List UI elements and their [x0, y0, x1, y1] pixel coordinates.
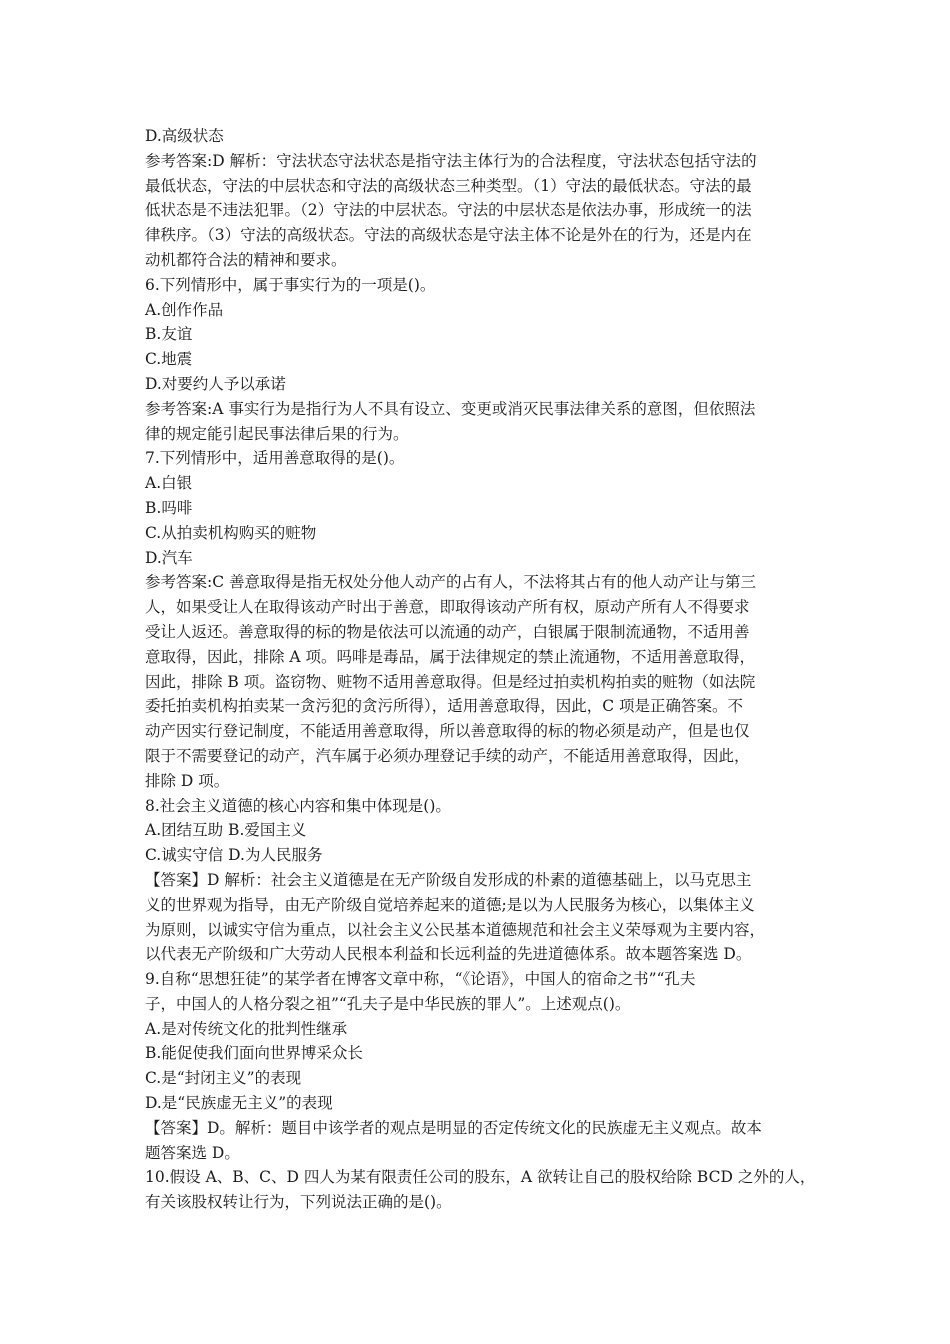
text-line: 以代表无产阶级和广大劳动人民根本利益和长远利益的先进道德体系。故本题答案选 D。	[145, 945, 752, 964]
document-body	[145, 124, 825, 1215]
text-line: 子，中国人的人格分裂之祖”“孔夫子是中华民族的罪人”。上述观点()。	[145, 994, 631, 1013]
option-b: B.能促使我们面向世界博采众长	[145, 1044, 363, 1063]
question-9: 9.自称“思想狂徒”的某学者在博客文章中称，“《论语》，中国人的宿命之书”“孔夫	[145, 970, 696, 989]
text-line: 受让人返还。善意取得的标的物是依法可以流通的动产，白银属于限制流通物，不适用善	[145, 622, 750, 641]
text-line: 动机都符合法的精神和要求。	[145, 250, 347, 269]
text-line: 因此，排除 B 项。盗窃物、赃物不适用善意取得。但是经过拍卖机构拍卖的赃物（如法院	[145, 672, 756, 691]
option-c: C.从拍卖机构购买的赃物	[145, 523, 317, 542]
text-line: 人，如果受让人在取得该动产时出于善意，即取得该动产所有权，原动产所有人不得要求	[145, 598, 750, 617]
option-d: D.汽车	[145, 548, 193, 567]
options-ab: A.团结互助 B.爱国主义	[145, 821, 307, 840]
option-d: D.是“民族虚无主义”的表现	[145, 1094, 333, 1113]
question-6: 6.下列情形中，属于事实行为的一项是()。	[145, 275, 436, 294]
text-line: 参考答案:D 解析：守法状态守法状态是指守法主体行为的合法程度，守法状态包括守法的	[145, 151, 757, 170]
text-line: 排除 D 项。	[145, 771, 230, 790]
answer-line: 参考答案:A 事实行为是指行为人不具有设立、变更或消灭民事法律关系的意图，但依照法	[145, 399, 756, 418]
text-line: 律秩序。（3）守法的高级状态。守法的高级状态是守法主体不论是外在的行为，还是内在	[145, 226, 752, 245]
text-line: D.高级状态	[145, 127, 224, 145]
text-line: 动产因实行登记制度，不能适用善意取得，所以善意取得的标的物必须是动产，但是也仅	[145, 722, 750, 741]
answer-line: 【答案】D 解析：社会主义道德是在无产阶级自发形成的朴素的道德基础上，以马克思主	[145, 870, 752, 889]
text-line: 限于不需要登记的动产，汽车属于必须办理登记手续的动产，不能适用善意取得，因此，	[145, 746, 750, 765]
question-7: 7.下列情形中，适用善意取得的是()。	[145, 449, 405, 468]
question-10: 10.假设 A、B、C、D 四人为某有限责任公司的股东，A 欲转让自己的股权给除 BCD 之外的人，	[145, 1168, 816, 1187]
answer-line: 【答案】D。解析：题目中该学者的观点是明显的否定传统文化的民族虚无主义观点。故本	[145, 1118, 762, 1137]
text-line: 义的世界观为指导，由无产阶级自觉培养起来的道德;是以为人民服务为核心，以集体主义	[145, 895, 755, 914]
option-d: D.对要约人予以承诺	[145, 374, 286, 393]
answer-line: 参考答案:C 善意取得是指无权处分他人动产的占有人，不法将其占有的他人动产让与第三	[145, 573, 757, 592]
option-a: A.白银	[145, 474, 193, 493]
option-a: A.是对传统文化的批判性继承	[145, 1019, 348, 1038]
option-b: B.吗啡	[145, 498, 193, 517]
text-line: 律的规定能引起民事法律后果的行为。	[145, 424, 409, 443]
question-8: 8.社会主义道德的核心内容和集中体现是()。	[145, 796, 451, 815]
text-line: 为原则，以诚实守信为重点，以社会主义公民基本道德规范和社会主义荣辱观为主要内容，	[145, 920, 766, 939]
text-line: 最低状态，守法的中层状态和守法的高级状态三种类型。（1）守法的最低状态。守法的最	[145, 176, 752, 195]
text-line: 题答案选 D。	[145, 1143, 240, 1162]
text-line: 委托拍卖机构拍卖某一贪污犯的贪污所得），适用善意取得，因此，C 项是正确答案。不	[145, 697, 744, 716]
option-c: C.地震	[145, 350, 193, 369]
option-a: A.创作作品	[145, 300, 224, 319]
option-b: B.友谊	[145, 325, 193, 344]
options-cd: C.诚实守信 D.为人民服务	[145, 846, 323, 865]
text-line: 有关该股权转让行为，下列说法正确的是()。	[145, 1193, 452, 1212]
text-line: 低状态是不违法犯罪。（2）守法的中层状态。守法的中层状态是依法办事，形成统一的法	[145, 201, 752, 220]
text-line: 意取得，因此，排除 A 项。吗啡是毒品，属于法律规定的禁止流通物，不适用善意取得，	[145, 647, 756, 666]
option-c: C.是“封闭主义”的表现	[145, 1069, 302, 1088]
